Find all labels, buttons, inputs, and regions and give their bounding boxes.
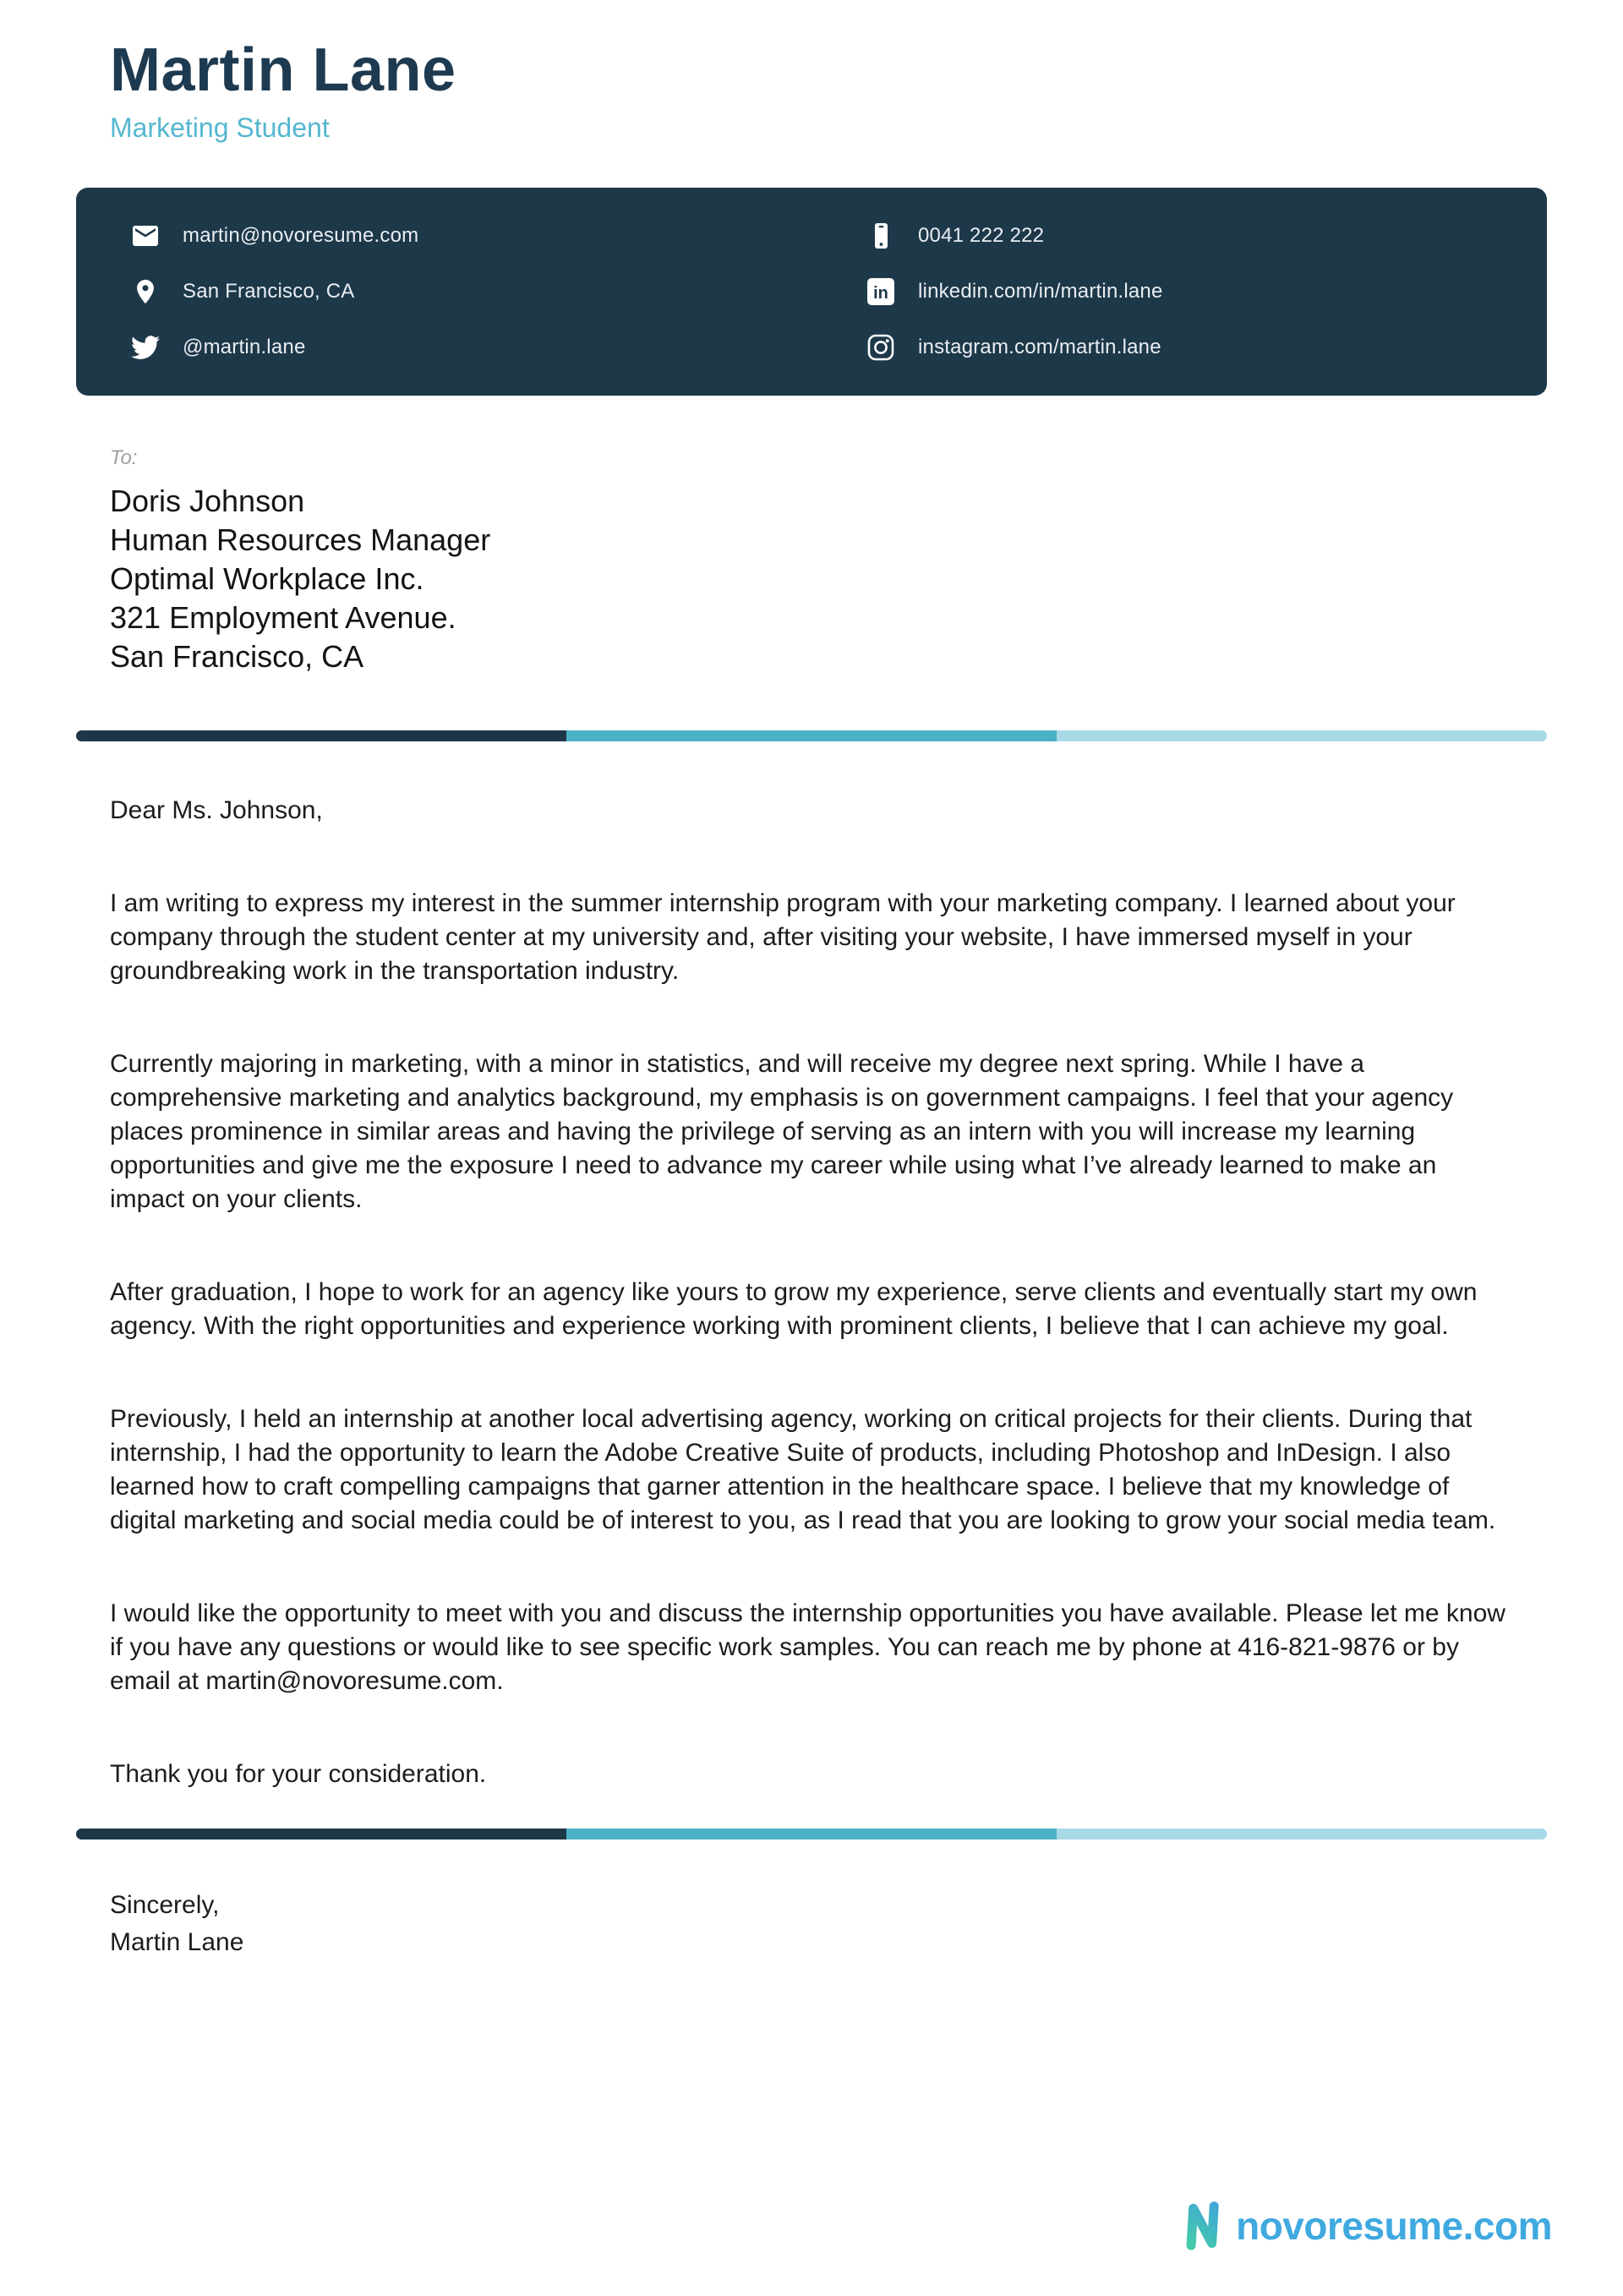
letter-body [0,794,1623,1791]
divider-segment-dark [76,1829,566,1840]
divider-segment-teal [566,1829,1057,1840]
divider-segment-dark [76,730,566,741]
instagram-icon [864,331,898,364]
recipient-name: Doris Johnson [110,484,305,519]
paragraph-5: I would like the opportunity to meet with you and discuss the internship opportunities you have available. Please let me know if you have any questions or would like to see specific work samples. You can reach me by phone at 416-821-9876 or by email at martin@novoresume.com. [110,1599,1506,1696]
paragraph-4: Previously, I held an internship at another local advertising agency, working on critical projects for their clients. During that internship, I had the opportunity to learn the Adobe Creative Suite of products, including Photoshop and InDesign. I also learned how to craft compelling campaigns that garner attention in the healthcare space. I believe that my knowledge of digital marketing and social media could be of interest to you, as I read that you are looking to grow your social media team. [110,1405,1496,1535]
contact-linkedin-value[interactable]: linkedin.com/in/martin.lane [918,280,1163,303]
recipient-city: San Francisco, CA [110,639,364,675]
contact-item-linkedin [812,264,1547,320]
recipient-title: Human Resources Manager [110,522,491,558]
contact-item-location [76,264,812,320]
divider-bottom [76,1829,1547,1840]
contact-email-value[interactable]: martin@novoresume.com [183,224,419,248]
contact-item-instagram [812,320,1547,375]
contact-item-twitter [76,320,812,375]
recipient-company: Optimal Workplace Inc. [110,561,424,597]
contact-location-value: San Francisco, CA [183,280,355,303]
paragraph-1: I am writing to express my interest in the summer internship program with your marketing company. I learned about your company through the student center at my university and, after visiting your website, I have immersed myself in your groundbreaking work in the transportation industry. [110,889,1456,986]
contact-twitter-value[interactable]: @martin.lane [183,336,306,359]
person-role: Marketing Student [110,112,330,144]
contact-phone-value: 0041 222 222 [918,224,1045,248]
divider-segment-light [1057,730,1547,741]
location-icon [128,275,162,309]
divider-segment-teal [566,730,1057,741]
closing-line: Thank you for your consideration. [110,1760,487,1789]
contact-instagram-value[interactable]: instagram.com/martin.lane [918,336,1161,359]
contact-bar [76,188,1547,396]
recipient-block [0,396,1623,676]
divider-segment-light [1057,1829,1547,1840]
salutation: Dear Ms. Johnson, [110,796,323,825]
paragraph-2: Currently majoring in marketing, with a minor in statistics, and will receive my degree next spring. While I have a comprehensive marketing and analytics background, my emphasis is on government campaigns. I feel that your agency places prominence in similar areas and having the privilege of serving as an intern with you will increase my learning opportunities and give me the exposure I need to advance my career while using what I’ve already learned to make an impact on your clients. [110,1050,1454,1214]
svg-text:in: in [873,284,888,303]
twitter-icon [128,331,162,364]
contact-item-phone [812,208,1547,264]
recipient-street: 321 Employment Avenue. [110,600,456,636]
linkedin-icon [864,275,898,309]
contact-item-email [76,208,812,264]
header [0,0,1623,144]
signoff-name: Martin Lane [110,1928,244,1957]
email-icon [128,219,162,253]
novoresume-logo-icon [1180,2200,1224,2252]
signoff-block [0,1840,1623,1961]
recipient-to-label: To: [110,446,138,470]
signoff-sincerely: Sincerely, [110,1891,220,1920]
brand-name[interactable]: novoresume.com [1236,2204,1552,2248]
person-name: Martin Lane [110,36,456,104]
paragraph-3: After graduation, I hope to work for an agency like yours to grow my experience, serve clients and eventually start my own agency. With the right opportunities and experience working with prominent clients, I believe that I can achieve my goal. [110,1278,1478,1341]
divider-top [76,730,1547,741]
footer-brand[interactable] [1180,2200,1552,2252]
phone-icon [864,219,898,253]
